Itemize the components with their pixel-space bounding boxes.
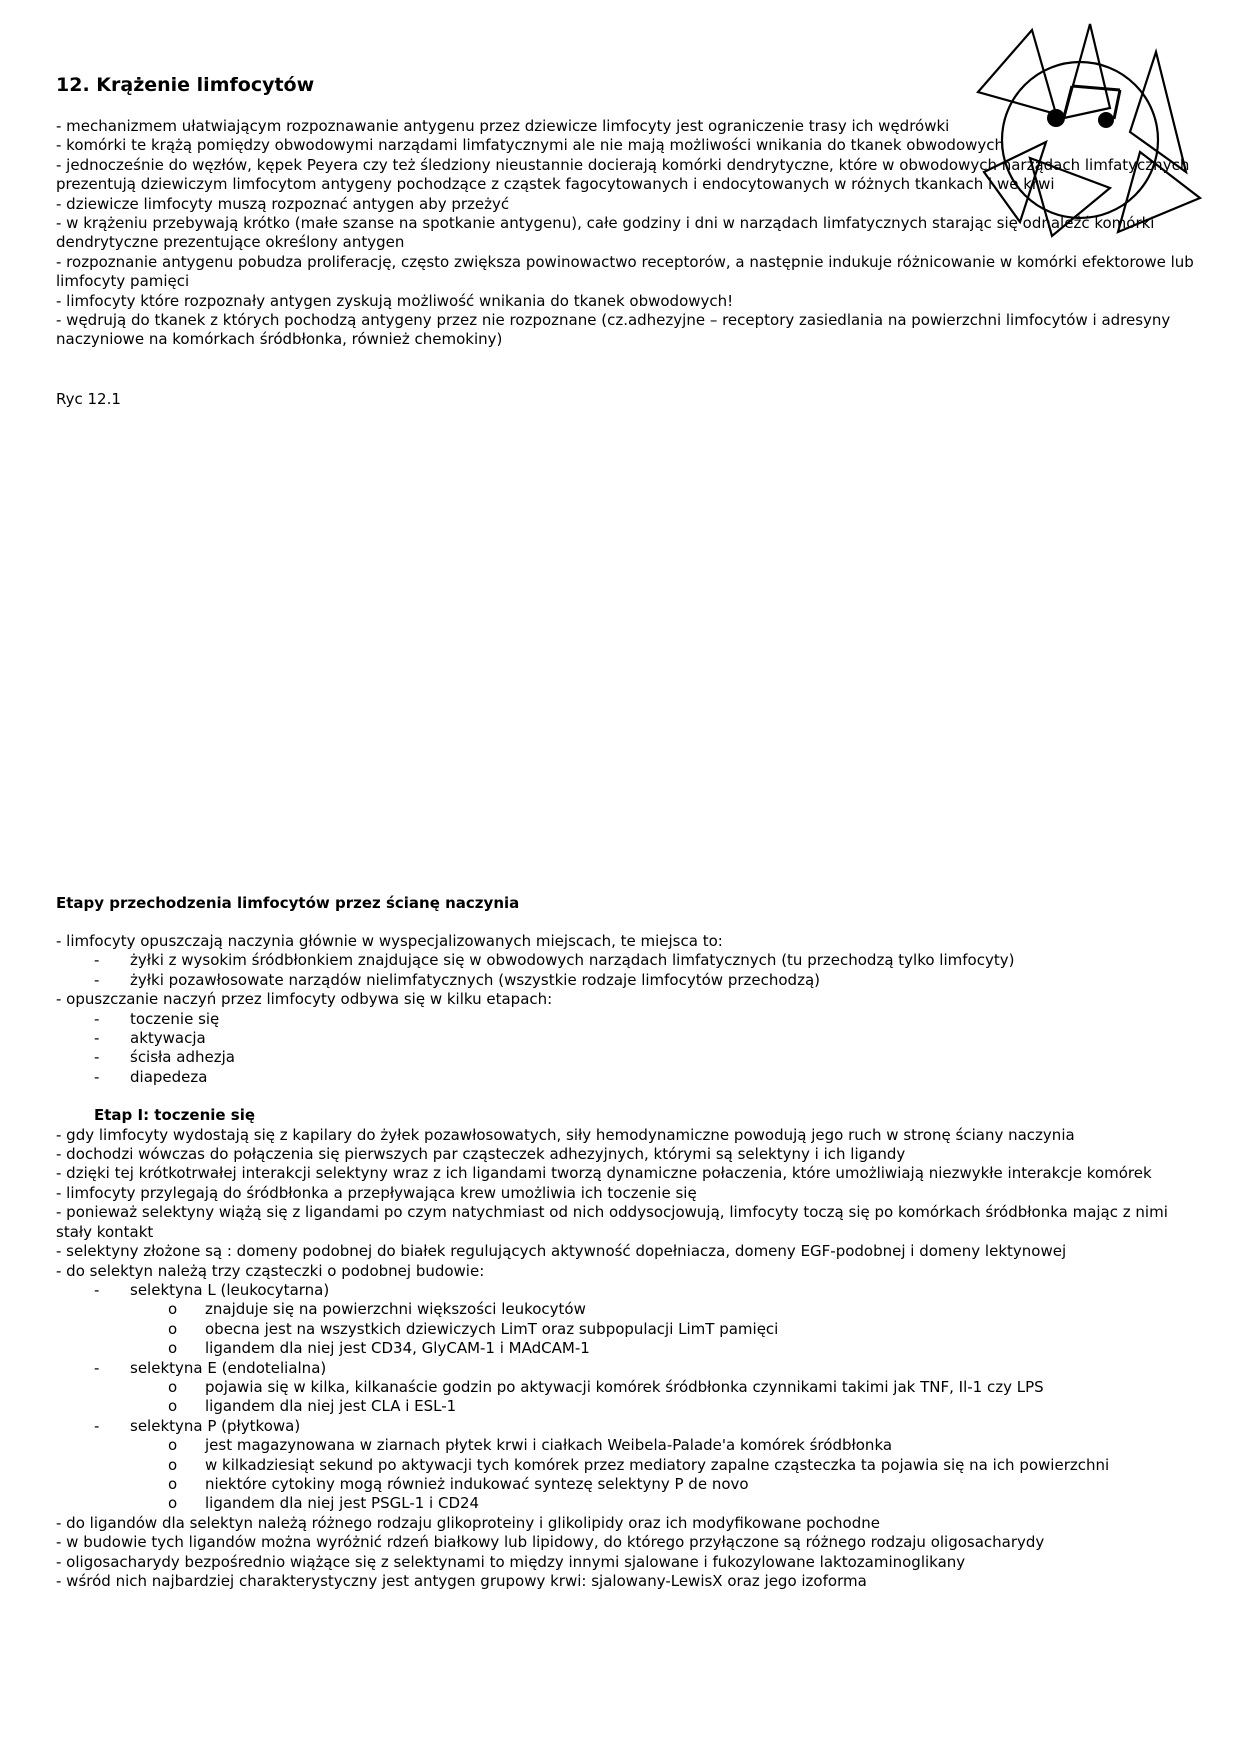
bullet-marker: o — [168, 1339, 178, 1358]
list-item-text: pojawia się w kilka, kilkanaście godzin po aktywacji komórek śródbłonka czynnikami takimi jak TNF, Il-1 czy LPS — [205, 1377, 1044, 1396]
list-item — [56, 1281, 1196, 1300]
bullet-marker: o — [168, 1377, 178, 1396]
list-item — [56, 1359, 1196, 1378]
bullet-marker: o — [168, 1494, 178, 1513]
paragraph: - do selektyn należą trzy cząsteczki o podobnej budowie: — [56, 1261, 485, 1280]
dash-marker: - — [94, 1067, 100, 1086]
list-item-text: żyłki z wysokim śródbłonkiem znajdujące się w obwodowych narządach limfatycznych (tu przechodzą tylko limfocyty) — [130, 951, 1015, 970]
list-item-text: znajduje się na powierzchni większości leukocytów — [205, 1300, 586, 1319]
intro-line: - mechanizmem ułatwiającym rozpoznawanie antygenu przez dziewicze limfocyty jest ograniczenie trasy ich wędrówki — [56, 117, 950, 135]
list-item — [56, 1417, 1196, 1436]
sub-list-item — [56, 1456, 1196, 1475]
bullet-marker: o — [168, 1474, 178, 1493]
list-item — [56, 1010, 1196, 1029]
sub-list-item — [56, 1320, 1196, 1339]
dash-marker: - — [94, 1358, 100, 1377]
paragraph: - selektyny złożone są : domeny podobnej do białek regulujących aktywność dopełniacza, domeny EGF-podobnej i domeny lektynowej — [56, 1242, 1067, 1261]
list-item — [56, 951, 1196, 970]
intro-line: - dziewicze limfocyty muszą rozpoznać antygen aby przeżyć — [56, 194, 510, 213]
paragraph: - do ligandów dla selektyn należą różnego rodzaju glikoproteiny i glikolipidy oraz ich modyfikowane pochodne — [56, 1513, 880, 1532]
list-item-text: żyłki pozawłosowate narządów nielimfatycznych (wszystkie rodzaje limfocytów przechodzą) — [130, 970, 820, 989]
sub-list-item — [56, 1475, 1196, 1494]
sub-list-item — [56, 1436, 1196, 1455]
list-item — [56, 1048, 1196, 1067]
intro-line: - komórki te krążą pomiędzy obwodowymi narządami limfatycznymi ale nie mają możliwości wnikania do tkanek obwodowych — [56, 136, 1005, 155]
bullet-marker: o — [168, 1319, 178, 1338]
section-heading: Etapy przechodzenia limfocytów przez ścianę naczynia — [56, 894, 520, 912]
list-item-text: niektóre cytokiny mogą również indukować syntezę selektyny P de novo — [205, 1474, 749, 1493]
intro-line: - w krążeniu przebywają krótko (małe szanse na spotkanie antygenu), całe godziny i dni w narządach limfatycznych starając się odnaleźć komórki dendrytyczne prezentujące określony antygen — [56, 214, 1155, 252]
subsection-heading: Etap I: toczenie się — [94, 1106, 256, 1125]
figure-reference: Ryc 12.1 — [56, 390, 121, 408]
intro-line: - wędrują do tkanek z których pochodzą antygeny przez nie rozpoznane (cz.adhezyjne – receptory zasiedlania na powierzchni limfocytów i adresyny naczyniowe na komórkach śródbłonka, również chemokiny) — [56, 311, 1171, 349]
paragraph: - limfocyty przylegają do śródbłonka a przepływająca krew umożliwia ich toczenie się — [56, 1183, 697, 1202]
intro-line: - jednocześnie do węzłów, kępek Peyera czy też śledziony nieustannie docierają komórki dendrytyczne, które w obwodowych narządach limfatycznych prezentują dziewiczym limfocytom antygeny pochodzące z cząstek fagocytowanych i endocytowanych w różnych tkankach i we krwi — [56, 155, 1190, 194]
bullet-marker: o — [168, 1436, 178, 1455]
list-item-text: aktywacja — [130, 1029, 206, 1048]
list-item-text: ligandem dla niej jest CLA i ESL-1 — [205, 1397, 457, 1416]
list-item — [56, 1029, 1196, 1048]
list-item-text: selektyna E (endotelialna) — [130, 1358, 327, 1377]
bullet-marker: o — [168, 1455, 178, 1474]
paragraph: - opuszczanie naczyń przez limfocyty odbywa się w kilku etapach: — [56, 990, 553, 1009]
list-item-text: ligandem dla niej jest PSGL-1 i CD24 — [205, 1494, 480, 1513]
list-item-text: toczenie się — [130, 1009, 220, 1028]
paragraph: - wśród nich najbardziej charakterystyczny jest antygen grupowy krwi: sjalowany-LewisX oraz jego izoforma — [56, 1572, 867, 1590]
list-item-text: w kilkadziesiąt sekund po aktywacji tych komórek przez mediatory zapalne cząsteczka ta pojawia się na ich powierzchni — [205, 1455, 1110, 1474]
page-title: 12. Krążenie limfocytów — [56, 74, 315, 96]
sub-list-item — [56, 1397, 1196, 1416]
paragraph: - ponieważ selektyny wiążą się z ligandami po czym natychmiast od nich oddysocjowują, limfocyty toczą się po komórkach śródbłonka mając z nimi stały kontakt — [56, 1203, 1168, 1241]
paragraph: - oligosacharydy bezpośrednio wiążące się z selektynami to między innymi sjalowane i fukozylowane laktozaminoglikany — [56, 1552, 966, 1571]
list-item-text: obecna jest na wszystkich dziewiczych LimT oraz subpopulacji LimT pamięci — [205, 1319, 779, 1338]
list-item-text: selektyna P (płytkowa) — [130, 1416, 301, 1435]
list-item — [56, 971, 1196, 990]
list-item-text: ścisła adhezja — [130, 1048, 235, 1067]
section-body — [56, 932, 1196, 1591]
bullet-marker: o — [168, 1397, 178, 1416]
sub-list-item — [56, 1300, 1196, 1319]
dash-marker: - — [94, 1416, 100, 1435]
dash-marker: - — [94, 1009, 100, 1028]
list-item-text: ligandem dla niej jest CD34, GlyCAM-1 i MAdCAM-1 — [205, 1339, 590, 1358]
intro-line: - limfocyty które rozpoznały antygen zyskują możliwość wnikania do tkanek obwodowych! — [56, 291, 734, 310]
paragraph: - dzięki tej krótkotrwałej interakcji selektyny wraz z ich ligandami tworzą dynamiczne połaczenia, które umożliwiają niezwykłe interakcje komórek — [56, 1164, 1152, 1183]
paragraph: - w budowie tych ligandów można wyróżnić rdzeń białkowy lub lipidowy, do którego przyłączone są różnego rodzaju oligosacharydy — [56, 1533, 1045, 1552]
intro-line: - rozpoznanie antygenu pobudza proliferację, często zwiększa powinowactwo receptorów, a następnie indukuje różnicowanie w komórki efektorowe lub limfocyty pamięci — [56, 252, 1194, 291]
list-item-text: jest magazynowana w ziarnach płytek krwi i ciałkach Weibela-Palade'a komórek śródbłonka — [205, 1436, 893, 1455]
paragraph: - gdy limfocyty wydostają się z kapilary do żyłek pozawłosowatych, siły hemodynamiczne powodują jego ruch w stronę ściany naczynia — [56, 1125, 1075, 1144]
sub-list-item — [56, 1339, 1196, 1358]
dash-marker: - — [94, 1048, 100, 1067]
watermark-logo-icon — [960, 22, 1210, 252]
paragraph: - limfocyty opuszczają naczynia głównie w wyspecjalizowanych miejscach, te miejsca to: — [56, 932, 723, 950]
list-item-text: selektyna L (leukocytarna) — [130, 1280, 330, 1299]
list-item — [56, 1068, 1196, 1087]
dash-marker: - — [94, 1029, 100, 1048]
sub-list-item — [56, 1378, 1196, 1397]
bullet-marker: o — [168, 1300, 178, 1319]
sub-list-item — [56, 1494, 1196, 1513]
dash-marker: - — [94, 951, 100, 970]
dash-marker: - — [94, 970, 100, 989]
dash-marker: - — [94, 1280, 100, 1299]
paragraph: - dochodzi wówczas do połączenia się pierwszych par cząsteczek adhezyjnych, którymi są selektyny i ich ligandy — [56, 1145, 906, 1164]
list-item-text: diapedeza — [130, 1067, 208, 1086]
